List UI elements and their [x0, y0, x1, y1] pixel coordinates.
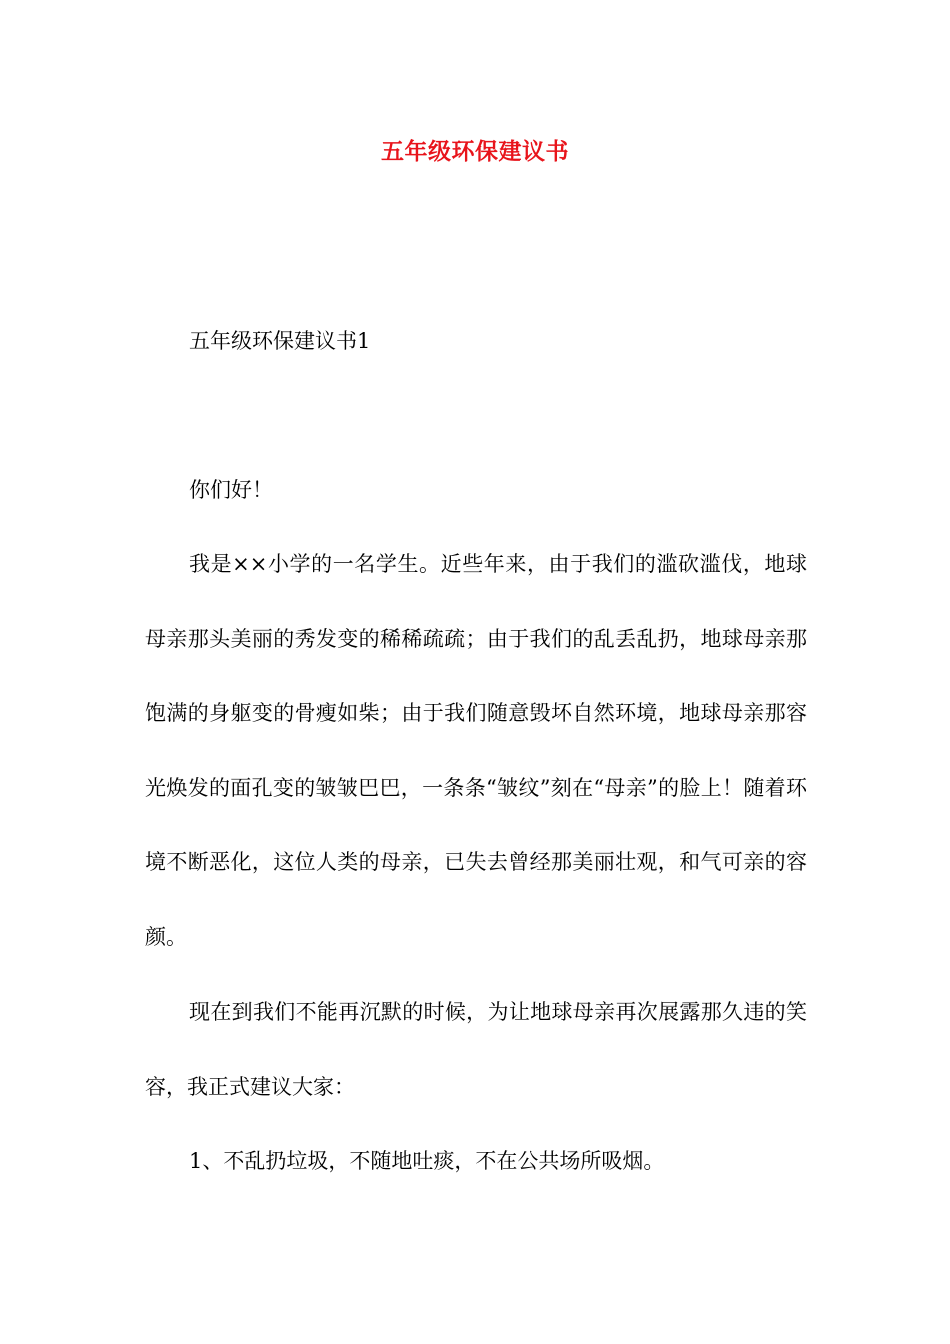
greeting-text: 你们好！: [189, 478, 273, 502]
list-item: 1、不乱扔垃圾，不随地吐痰，不在公共场所吸烟。: [189, 1149, 665, 1173]
section-heading: 五年级环保建议书1: [189, 329, 371, 353]
body-paragraph: 现在到我们不能再沉默的时候，为让地球母亲再次展露那久违的笑容，我正式建议大家：: [145, 1000, 807, 1099]
body-paragraph: 我是××小学的一名学生。近些年来，由于我们的滥砍滥伐，地球母亲那头美丽的秀发变的稀稀疏疏；由于我们的乱丢乱扔，地球母亲那饱满的身躯变的骨瘦如柴；由于我们随意毁坏自然环境，地球母亲那容光焕发的面孔变的皱皱巴巴，一条条“皱纹”刻在“母亲”的脸上！随着环境不断恶化，这位人类的母亲，已失去曾经那美丽壮观，和气可亲的容颜。: [145, 552, 807, 949]
document-title: 五年级环保建议书: [381, 138, 569, 165]
